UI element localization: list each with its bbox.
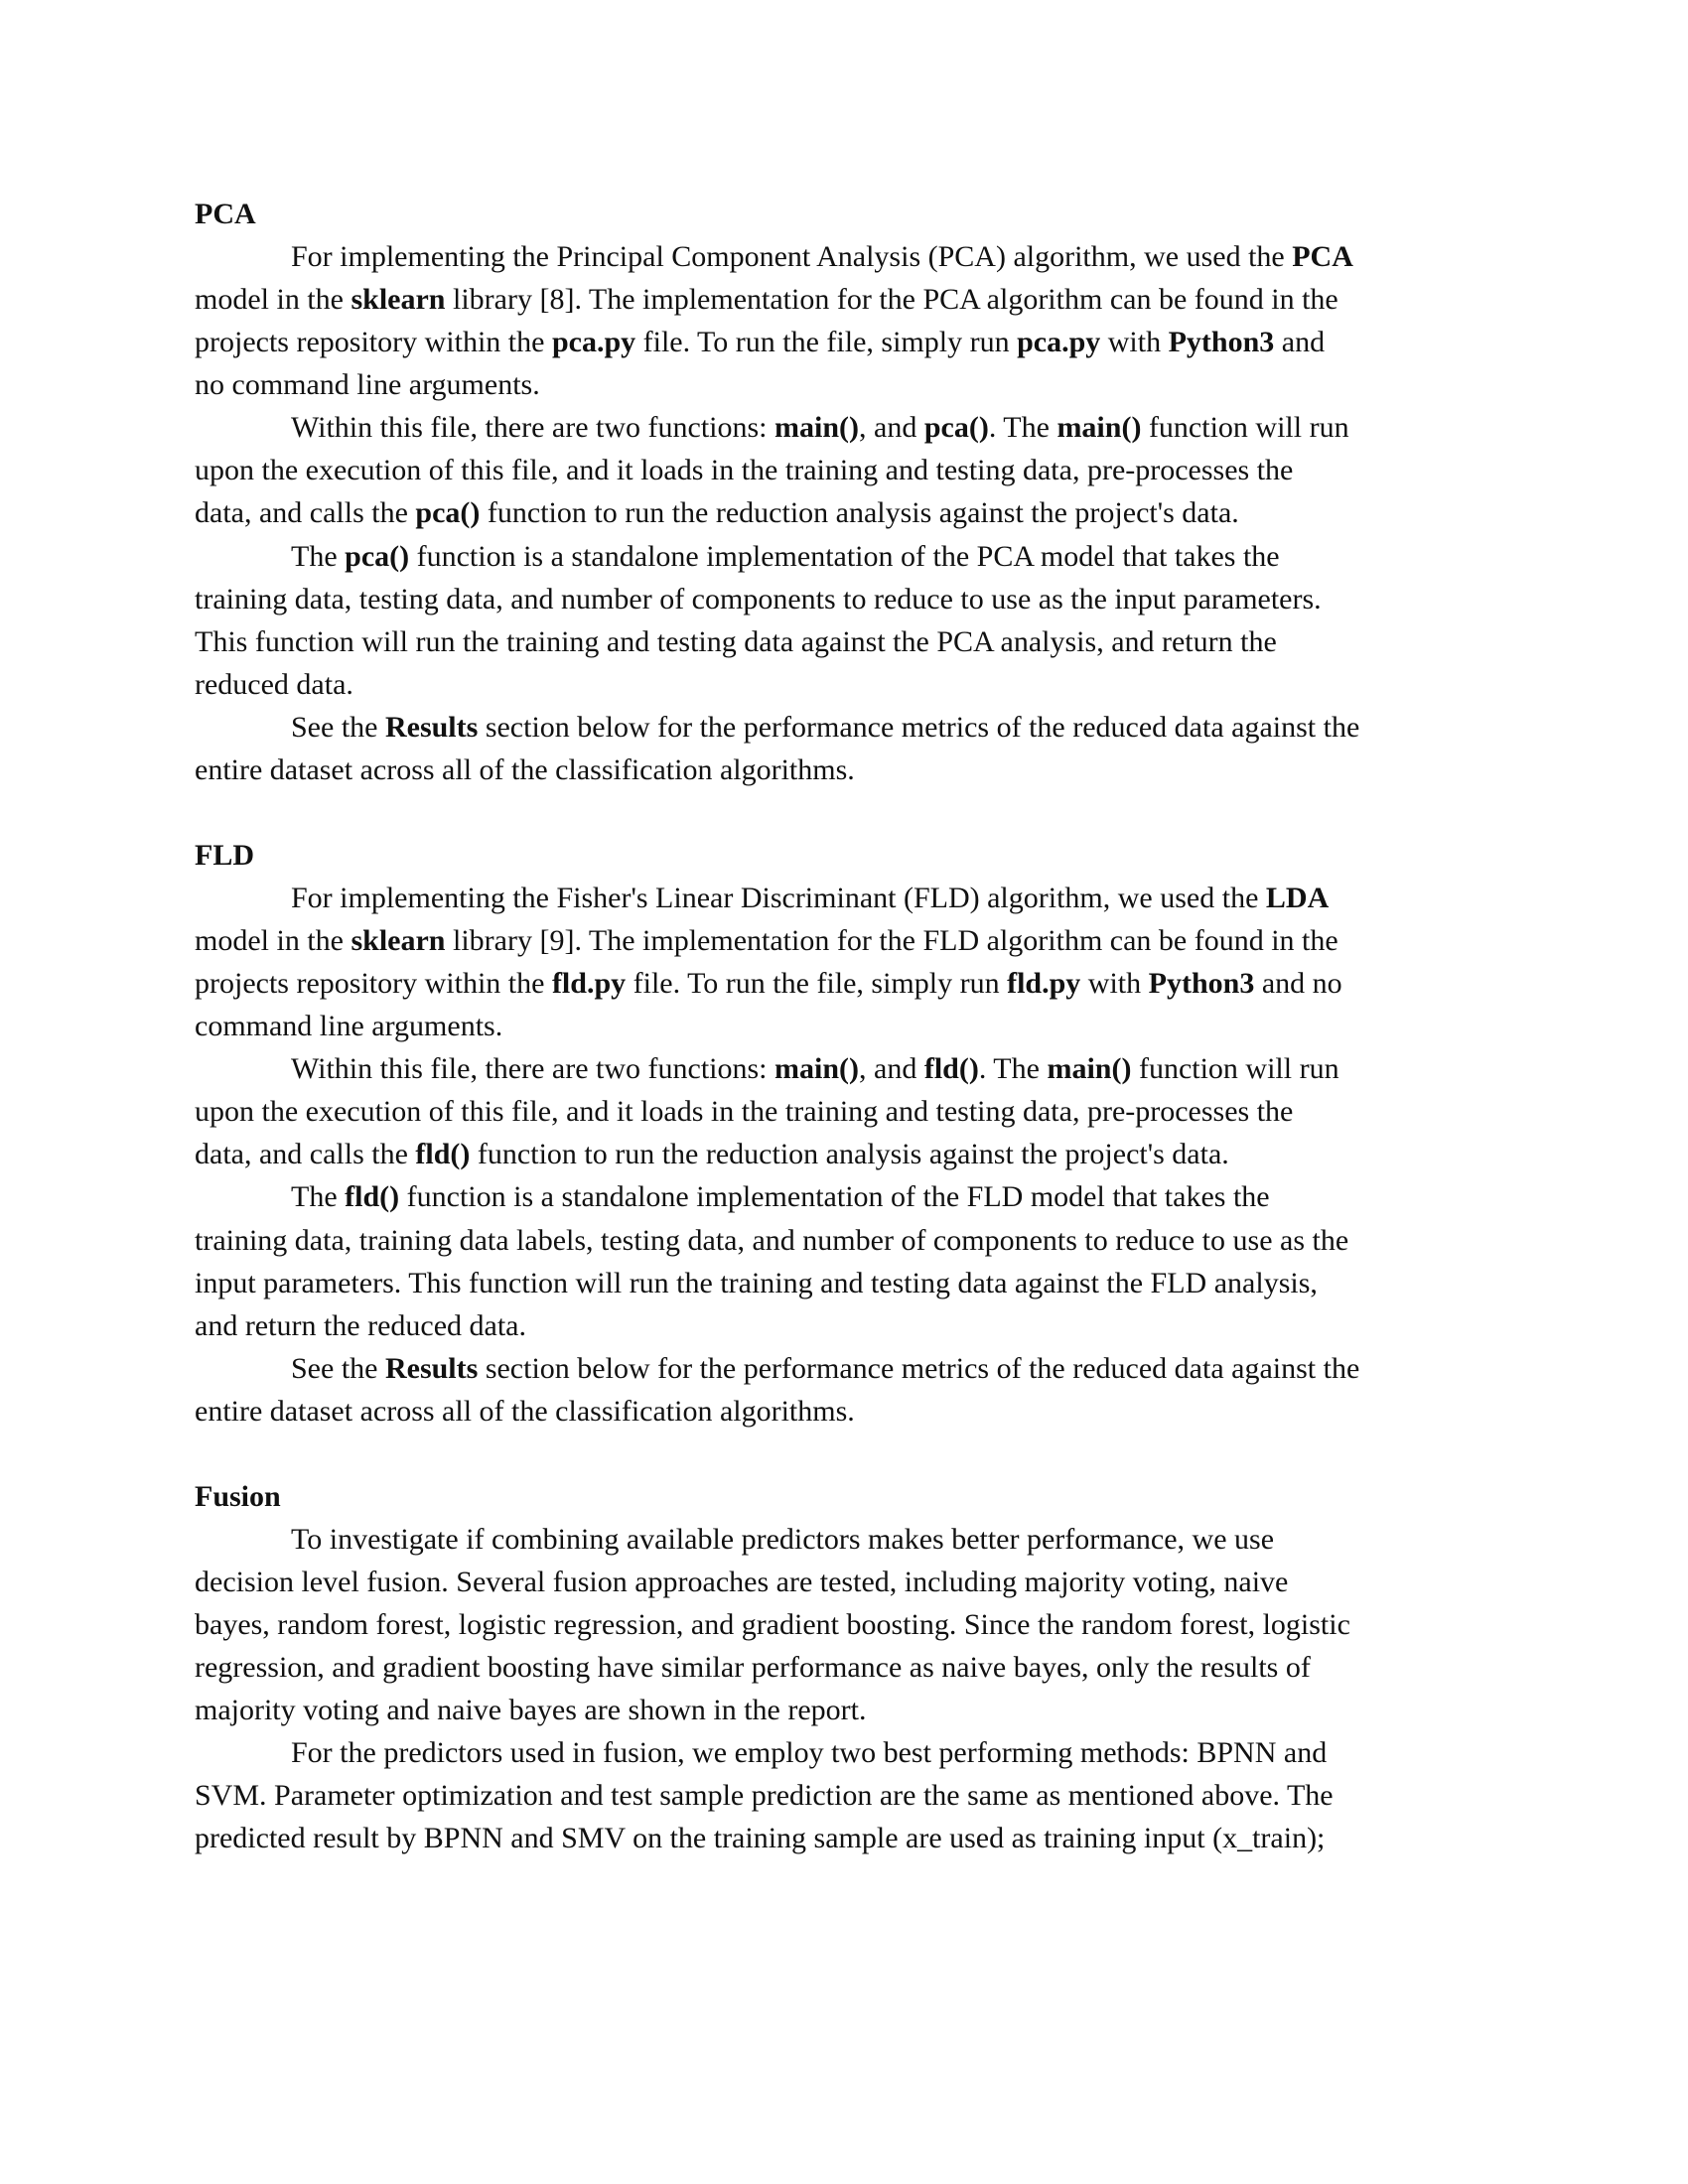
text-span: library [9]. The implementation for the FLD algorithm can be found in the <box>445 924 1338 958</box>
text-line <box>195 1304 1505 1347</box>
bold-term: main() <box>774 411 860 445</box>
text-span: function is a standalone implementation of the PCA model that takes the <box>409 539 1280 573</box>
text-line <box>195 1603 1505 1646</box>
text-line <box>195 321 1505 363</box>
text-span: For the predictors used in fusion, we employ two best performing methods: BPNN and <box>291 1736 1328 1770</box>
text-span: upon the execution of this file, and it loads in the training and testing data, pre-processes the <box>195 454 1294 487</box>
bold-term: pca() <box>415 496 481 530</box>
text-span: The <box>291 539 346 573</box>
bold-term: Results <box>384 710 479 744</box>
text-line <box>195 1518 1505 1561</box>
text-line <box>195 1005 1505 1047</box>
text-line <box>195 1047 1505 1090</box>
text-span: function will run <box>1141 411 1349 445</box>
text-span: function will run <box>1131 1052 1339 1086</box>
text-span: command line arguments. <box>195 1010 503 1043</box>
text-span: Within this file, there are two functions: <box>291 1052 775 1086</box>
bold-term: fld() <box>415 1138 471 1171</box>
text-line <box>195 278 1505 321</box>
text-line <box>195 706 1505 749</box>
text-span: entire dataset across all of the classification algorithms. <box>195 1394 855 1428</box>
bold-term: pca() <box>923 411 989 445</box>
text-span: no command line arguments. <box>195 368 540 402</box>
bold-term: fld() <box>923 1052 979 1086</box>
text-line <box>195 578 1505 620</box>
text-line <box>195 1731 1505 1774</box>
text-span: with <box>1080 967 1149 1001</box>
bold-term: fld.py <box>551 967 627 1001</box>
text-span: and return the reduced data. <box>195 1308 526 1342</box>
text-span: upon the execution of this file, and it loads in the training and testing data, pre-processes the <box>195 1095 1294 1129</box>
text-span: section below for the performance metrics of the reduced data against the <box>478 1351 1360 1385</box>
bold-term: Python3 <box>1148 967 1255 1001</box>
text-span: projects repository within the <box>195 967 552 1001</box>
text-line <box>195 663 1505 706</box>
text-span: function is a standalone implementation of the FLD model that takes the <box>399 1180 1270 1214</box>
text-span: model in the <box>195 924 352 958</box>
text-span: and no <box>1254 967 1342 1001</box>
text-line <box>195 1561 1505 1603</box>
text-line <box>195 620 1505 663</box>
text-span: majority voting and naive bayes are shown in the report. <box>195 1694 867 1727</box>
bold-term: main() <box>774 1052 860 1086</box>
text-span: data, and calls the <box>195 496 416 530</box>
text-span: , and <box>859 411 924 445</box>
text-line <box>195 449 1505 491</box>
text-line <box>195 1817 1505 1859</box>
text-line <box>195 491 1505 534</box>
text-span: For implementing the Principal Component Analysis (PCA) algorithm, we used the <box>291 240 1293 274</box>
text-span: . The <box>988 411 1057 445</box>
text-span: data, and calls the <box>195 1138 416 1171</box>
text-span: file. To run the file, simply run <box>635 326 1018 359</box>
bold-term: PCA <box>1292 240 1353 274</box>
bold-term: main() <box>1056 411 1142 445</box>
text-line <box>195 962 1505 1005</box>
text-line <box>195 1390 1505 1433</box>
text-span: and <box>1274 326 1326 359</box>
text-span: For implementing the Fisher's Linear Discriminant (FLD) algorithm, we used the <box>291 882 1266 914</box>
text-line <box>195 406 1505 449</box>
text-span: To investigate if combining available predictors makes better performance, we use <box>291 1522 1275 1556</box>
text-span: function to run the reduction analysis against the project's data. <box>480 496 1239 530</box>
text-span: . The <box>978 1052 1048 1086</box>
text-span: training data, testing data, and number of components to reduce to use as the input parameters. <box>195 582 1322 615</box>
bold-term: pca.py <box>1017 326 1101 359</box>
bold-term: pca() <box>345 539 410 573</box>
text-line <box>195 919 1505 962</box>
bold-term: fld() <box>345 1180 400 1214</box>
text-line <box>195 1133 1505 1175</box>
bold-term: sklearn <box>351 924 446 958</box>
text-line <box>195 363 1505 406</box>
text-span: bayes, random forest, logistic regression, and gradient boosting. Since the random forest, logistic <box>195 1608 1350 1642</box>
text-span: entire dataset across all of the classification algorithms. <box>195 752 855 786</box>
text-span: SVM. Parameter optimization and test sample prediction are the same as mentioned above. The <box>195 1779 1334 1813</box>
text-span: The <box>291 1180 346 1214</box>
text-line <box>195 535 1505 578</box>
text-span: predicted result by BPNN and SMV on the training sample are used as training input (x_train); <box>195 1822 1326 1855</box>
text-span: reduced data. <box>195 667 353 701</box>
text-span: file. To run the file, simply run <box>626 967 1008 1001</box>
bold-term: pca.py <box>551 326 636 359</box>
section-heading: PCA <box>195 198 256 230</box>
text-line <box>195 1646 1505 1689</box>
text-span: decision level fusion. Several fusion approaches are tested, including majority voting, naive <box>195 1566 1289 1598</box>
text-span: , and <box>859 1052 924 1086</box>
text-span: regression, and gradient boosting have similar performance as naive bayes, only the results of <box>195 1651 1311 1685</box>
text-span: model in the <box>195 283 352 317</box>
text-line <box>195 749 1505 791</box>
text-span: library [8]. The implementation for the PCA algorithm can be found in the <box>445 283 1338 317</box>
bold-term: Results <box>384 1351 479 1385</box>
text-line <box>195 1347 1505 1390</box>
text-span: Within this file, there are two functions: <box>291 411 775 445</box>
bold-term: main() <box>1047 1052 1132 1086</box>
text-span: See the <box>291 710 385 744</box>
bold-term: fld.py <box>1007 967 1081 1001</box>
text-line <box>195 1219 1505 1262</box>
text-line <box>195 1689 1505 1731</box>
document-page <box>195 193 1505 1859</box>
bold-term: Python3 <box>1168 326 1275 359</box>
text-span: with <box>1100 326 1169 359</box>
text-span: section below for the performance metrics of the reduced data against the <box>478 710 1360 744</box>
text-span: This function will run the training and testing data against the PCA analysis, and return the <box>195 624 1277 658</box>
bold-term: LDA <box>1265 882 1330 914</box>
text-line <box>195 791 1505 834</box>
text-line <box>195 1262 1505 1304</box>
text-span: See the <box>291 1351 385 1385</box>
text-line <box>195 1433 1505 1475</box>
bold-term: sklearn <box>351 283 446 317</box>
section-heading: Fusion <box>195 1479 281 1513</box>
text-line <box>195 1774 1505 1817</box>
text-line <box>195 1175 1505 1218</box>
section-heading: FLD <box>195 838 254 872</box>
text-span: projects repository within the <box>195 326 552 359</box>
text-line <box>195 1090 1505 1133</box>
text-line <box>195 877 1505 919</box>
text-line <box>195 235 1505 278</box>
text-span: input parameters. This function will run the training and testing data against the FLD analysis, <box>195 1266 1318 1299</box>
text-span: function to run the reduction analysis against the project's data. <box>470 1138 1229 1171</box>
text-span: training data, training data labels, testing data, and number of components to reduce to use as the <box>195 1223 1349 1257</box>
